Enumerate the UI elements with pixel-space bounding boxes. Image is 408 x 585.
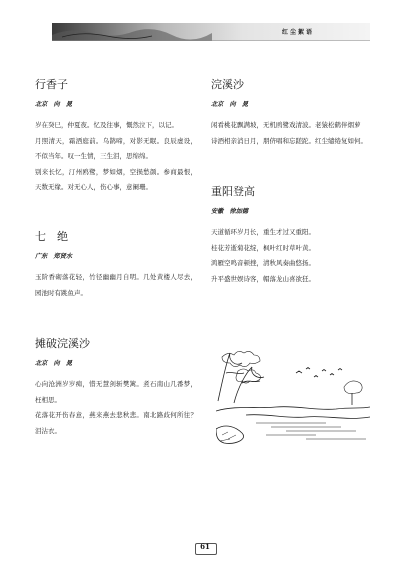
poem-author: 北京 向 晁 [211, 101, 249, 108]
poem-line: 升平盛世娱诗客，帽落龙山喜欲狂。 [211, 274, 315, 283]
poem-title: 七 绝 [35, 229, 68, 243]
poem-huanxisha [211, 78, 373, 149]
poem-author: 广东 郑贤水 [35, 252, 73, 260]
poem-author: 北京 向 晁 [35, 101, 73, 108]
poem-author: 安徽 徐加德 [211, 208, 249, 216]
header-title: 红尘絮语 [281, 29, 314, 36]
ink-landscape-banner [52, 23, 370, 41]
poem-preface: 岁在癸巳，仲夏夜。忆及往事，慨然泣下，以记。 [35, 121, 178, 129]
poem-tanpo-huanxisha [35, 337, 197, 439]
poem-stanza: 诗酒相亲消日月，朋侪唱和忘蹉跎。红尘缱绻复如何。 [211, 136, 367, 145]
poem-xingxiangzi [35, 78, 197, 196]
poem-line: 天道循环岁月长，重生才过又重阳。 [211, 228, 315, 237]
poem-stanza: 心向沧洲岁岁痴，惜无慧剑斩樊篱。煮石南山几番梦，枉相思。 [35, 380, 197, 404]
poem-stanza: 月照清天，霜洒庭前。乌鹊啼，对影无眠。良辰虚设，不似当年。叹一生情，三生泪，思绵绵。 [35, 136, 197, 161]
poem-stanza: 别来长忆，汀州鸥鹭，梦如烟，空损愁颜。参商最恨，天数无缘。对无心人，伤心事，意阑珊。 [35, 167, 197, 192]
poem-title: 浣溪沙 [211, 78, 244, 91]
page-number: 61 [200, 542, 210, 551]
poem-qijue [35, 230, 197, 301]
landscape-sketch-illustration [216, 343, 370, 446]
poem-chongyang-denggao [211, 185, 373, 287]
poem-title: 重阳登高 [211, 185, 255, 199]
poem-title: 行香子 [35, 78, 68, 91]
poem-title: 摊破浣溪沙 [35, 337, 90, 351]
poem-stanza: 花落花开伤春意，燕来燕去悲秋悲。南北路歧何所往？泪沾衣。 [35, 411, 197, 435]
poem-author: 北京 向 晁 [35, 360, 73, 368]
poem-stanza: 玉阶香砌落花轻，竹径幽幽月自明。几处黄楼人尽去，园池时有跳鱼声。 [35, 272, 197, 297]
right-column [211, 78, 373, 288]
left-column [35, 78, 197, 440]
poem-line: 桂花芳逝菊花绽，枫叶红时草叶黄。 [211, 243, 315, 252]
poem-stanza: 闲看桃花飘满坡，无机鸥鹭戏清波。老猿松鹤伴烟萝 [211, 121, 361, 129]
poem-line: 鸿雁空鸣音顿挫，清秋风奏曲悠扬。 [211, 259, 315, 268]
page-header-banner [52, 23, 370, 41]
